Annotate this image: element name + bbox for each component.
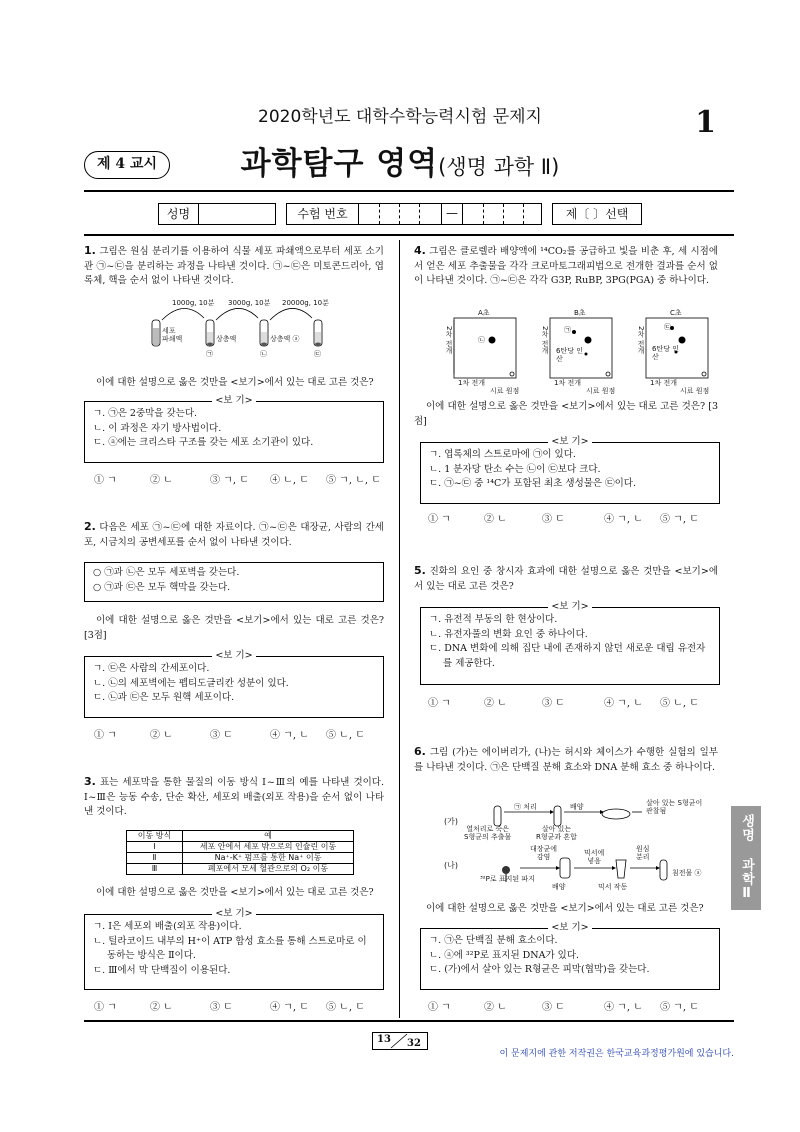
blend-label: 믹서에 넣음 — [584, 849, 605, 865]
choice-5[interactable]: ⑤ ㄴ, ㄷ — [660, 698, 699, 709]
bogi-item: ㄷ. ㉠~㉢ 중 ¹⁴C가 포함된 최초 생성물은 ㉢이다. — [429, 478, 637, 490]
bogi-item: ㄱ. 유전적 부동의 한 현상이다. — [429, 614, 558, 625]
choice-1[interactable]: ① ㄱ — [428, 514, 451, 525]
supernatant-2-label: 상층액 ⓐ — [270, 335, 300, 343]
supernatant-1-label: 상층액 — [216, 335, 237, 343]
axis-x-label: 1차 전개 — [650, 379, 677, 387]
bogi-item: ㄱ. Ⅰ은 세포외 배출(외포 작용)이다. — [93, 921, 242, 932]
origin-label: 시료 원점 — [680, 387, 710, 395]
pellet-label: 침전물 ⓐ — [672, 869, 702, 877]
r-strain-label: 살아 있는 R형균과 혼합 — [536, 825, 577, 841]
question-2-facts — [84, 562, 384, 602]
period-badge: 제 4 교시 — [84, 151, 170, 179]
question-3-ask: 이에 대한 설명으로 옳은 것만을 <보기>에서 있는 대로 고른 것은? — [96, 887, 374, 898]
question-5 — [414, 562, 718, 594]
question-1-ask: 이에 대한 설명으로 옳은 것만을 <보기>에서 있는 대로 고른 것은? — [96, 377, 374, 388]
bogi-item: ㄱ. 엽록체의 스트로마에 ㉠이 있다. — [429, 449, 576, 460]
question-5-bogi — [420, 601, 720, 685]
footer-rule — [84, 1020, 734, 1022]
question-text: 다음은 세포 ㉠~㉢에 대한 자료이다. ㉠~㉢은 대장균, 사람의 간세포, 시금치의 공변세포를 순서 없이 나타낸 것이다. — [84, 522, 384, 548]
question-number: 5. — [414, 564, 426, 577]
origin-label: 시료 원점 — [490, 387, 520, 395]
centrifuge-figure — [140, 298, 340, 362]
table-cell: Ⅲ — [127, 864, 183, 875]
question-6-bogi — [420, 922, 720, 990]
question-3 — [84, 773, 384, 820]
choice-4[interactable]: ④ ㄱ, ㄴ — [604, 1002, 643, 1013]
choice-2[interactable]: ② ㄴ — [484, 514, 507, 525]
page-total: 32 — [407, 1038, 421, 1049]
copyright-notice: 이 문제지에 관한 저작권은 한국교육과정평가원에 있습니다. — [499, 1049, 734, 1059]
bogi-item: ㄱ. ㉢은 사람의 간세포이다. — [93, 663, 210, 674]
axis-x-label: 1차 전개 — [554, 379, 581, 387]
origin-label: 시료 원점 — [586, 387, 616, 395]
transport-table — [126, 830, 354, 875]
question-text: 그림은 원심 분리기를 이용하여 식물 세포 파쇄액으로부터 세포 소기관 ㉠~㉢을 분리하는 과정을 나타낸 것이다. ㉠~㉢은 미토콘드리아, 엽록체, 핵을 순서 없이 나타낸 것이다. — [84, 246, 384, 287]
choice-box[interactable]: 제〔 〕선택 — [552, 203, 642, 225]
section-title — [0, 140, 800, 188]
choice-4[interactable]: ④ ㄱ, ㄴ — [604, 698, 643, 709]
spot-label: ㉠ — [564, 326, 571, 334]
choice-2[interactable]: ② ㄴ — [150, 730, 173, 741]
choice-1[interactable]: ① ㄱ — [428, 1002, 451, 1013]
axis-y-label: 2차 전개 — [541, 326, 549, 354]
fact-item: ○ ㉠과 ㉢은 모두 핵막을 갖는다. — [93, 581, 231, 593]
choice-2[interactable]: ② ㄴ — [484, 1002, 507, 1013]
step-2-label: 3000g, 10분 — [228, 299, 271, 307]
question-4-bogi — [420, 436, 720, 504]
table-header: 이동 방식 — [127, 831, 183, 842]
axis-x-label: 1차 전개 — [458, 379, 485, 387]
infect-label: 대장균에 감염 — [530, 845, 558, 861]
table-cell: 폐포에서 모세 혈관으로의 O₂ 이동 — [183, 864, 354, 875]
table-row — [127, 842, 354, 853]
choice-1[interactable]: ① ㄱ — [94, 1002, 117, 1013]
step-3-label: 20000g, 10분 — [282, 299, 329, 307]
question-number: 3. — [84, 775, 96, 788]
lysate-label: 세포 파쇄액 — [162, 327, 183, 343]
s-strain-extract-label: 열처리로 죽은 S형균의 추출물 — [464, 825, 512, 841]
chromatography-figure — [424, 308, 714, 394]
question-text: 그림은 클로렐라 배양액에 ¹⁴CO₂를 공급하고 빛을 비춘 후, 세 시점에서 얻은 세포 추출물을 각각 크로마토그래피법으로 전개한 결과를 순서 없이 나타낸 것이다. ㉠~㉢은 각각 G3P, RuBP, 3PG(PGA) 중 하나이다. — [414, 246, 718, 287]
pellet-2-label: ㉡ — [260, 350, 267, 358]
exam-title: 2020학년도 대학수학능력시험 문제지 — [258, 107, 542, 127]
choice-5[interactable]: ⑤ ㄴ, ㄷ — [326, 1002, 365, 1013]
step-1-label: 1000g, 10분 — [172, 299, 215, 307]
choice-2[interactable]: ② ㄴ — [150, 475, 173, 486]
experiment-a-label: (가) — [444, 817, 458, 826]
table-row — [127, 853, 354, 864]
bogi-item: ㄴ. ㉡의 세포벽에는 펩티도글리칸 성분이 있다. — [93, 677, 289, 689]
question-number: 2. — [84, 520, 96, 533]
culture-label: 배양 — [552, 883, 566, 891]
question-2 — [84, 518, 384, 550]
choice-1[interactable]: ① ㄱ — [94, 475, 117, 486]
choice-3[interactable]: ③ ㄷ — [210, 1002, 233, 1013]
exam-number-dash: — — [441, 204, 463, 224]
bogi-item: ㄷ. ㉡과 ㉢은 모두 원핵 세포이다. — [93, 692, 235, 704]
section-sub: (생명 과학 Ⅱ) — [438, 155, 560, 179]
choice-3[interactable]: ③ ㄱ, ㄷ — [210, 475, 249, 486]
choice-3[interactable]: ③ ㄷ — [542, 514, 565, 525]
centrifuge-label: 원심 분리 — [636, 845, 650, 861]
subject-side-tab: 생명 과학Ⅱ — [731, 806, 761, 910]
bogi-title: <보 기> — [212, 395, 255, 406]
spot-label: ㉢ — [664, 323, 671, 331]
bogi-item: ㄴ. 이 과정은 자기 방사법이다. — [93, 422, 222, 434]
treat-label: ㉠ 처리 — [514, 803, 537, 811]
choice-5[interactable]: ⑤ ㄴ, ㄷ — [326, 730, 365, 741]
question-3-bogi — [84, 908, 384, 990]
pellet-3-label: ㉢ — [314, 350, 321, 358]
result-label: 살아 있는 S형균이 관찰됨 — [646, 799, 703, 815]
bogi-title: <보 기> — [212, 908, 255, 919]
question-text: 그림 (가)는 에이버리가, (나)는 허시와 체이스가 수행한 실험의 일부를 나타낸 것이다. ㉠은 단백질 분해 효소와 DNA 분해 효소 중 하나이다. — [414, 747, 718, 773]
bogi-item: ㄷ. Ⅲ에서 막 단백질이 이용된다. — [93, 965, 231, 977]
question-2-ask: 이에 대한 설명으로 옳은 것만을 <보기>에서 있는 대로 고른 것은? [3점] — [84, 615, 384, 641]
question-text: 진화의 요인 중 창시자 효과에 대한 설명으로 옳은 것만을 <보기>에서 있는 대로 고른 것은? — [414, 566, 718, 592]
bogi-item: ㄱ. ㉠은 단백질 분해 효소이다. — [429, 935, 558, 946]
bogi-title: <보 기> — [548, 436, 591, 447]
mixer-label: 믹서 작동 — [598, 883, 628, 891]
culture-label: 배양 — [570, 803, 584, 811]
page-mark: 1 — [695, 105, 716, 140]
question-4 — [414, 242, 718, 289]
column-divider — [399, 240, 400, 1018]
bogi-title: <보 기> — [212, 650, 255, 661]
question-number: 1. — [84, 244, 96, 257]
bogi-item: ㄷ. DNA 변화에 의해 집단 내에 존재하지 않던 새로운 대립 유전자를 제공한다. — [429, 643, 706, 670]
experiment-figure — [420, 800, 720, 892]
choice-4[interactable]: ④ ㄴ, ㄷ — [270, 475, 309, 486]
exam-number-box[interactable] — [286, 203, 542, 225]
question-number: 4. — [414, 244, 426, 257]
choice-1[interactable]: ① ㄱ — [428, 698, 451, 709]
question-6-ask: 이에 대한 설명으로 옳은 것만을 <보기>에서 있는 대로 고른 것은? — [426, 903, 704, 914]
bogi-item: ㄴ. 1 분자당 탄소 수는 ㉡이 ㉢보다 크다. — [429, 463, 601, 475]
exam-number-label: 수험 번호 — [287, 204, 359, 224]
bogi-item: ㄴ. ⓐ에 ³²P로 표지된 DNA가 있다. — [429, 949, 580, 961]
question-4-ask: 이에 대한 설명으로 옳은 것만을 <보기>에서 있는 대로 고른 것은? [3점] — [414, 401, 718, 427]
choice-4[interactable]: ④ ㄱ, ㄴ — [270, 730, 309, 741]
question-1 — [84, 242, 384, 289]
header-rule — [84, 190, 734, 192]
table-cell: Ⅰ — [127, 842, 183, 853]
pellet-1-label: ㉠ — [206, 350, 213, 358]
bogi-title: <보 기> — [548, 601, 591, 612]
bogi-item: ㄷ. ⓐ에는 크리스타 구조를 갖는 세포 소기관이 있다. — [93, 437, 314, 449]
table-row — [127, 864, 354, 875]
sugar-phosphate-label: 6탄당 인산 — [652, 345, 679, 361]
spot-label: ㉡ — [478, 336, 485, 344]
table-cell: 세포 안에서 세포 밖으로의 인슐린 이동 — [183, 842, 354, 853]
question-2-bogi — [84, 650, 384, 718]
table-cell: Ⅱ — [127, 853, 183, 864]
table-header: 예 — [183, 831, 354, 842]
experiment-b-label: (나) — [444, 861, 458, 870]
panel-c-label: C초 — [670, 309, 682, 317]
question-number: 6. — [414, 745, 426, 758]
choice-5[interactable]: ⑤ ㄱ, ㄷ — [660, 514, 699, 525]
axis-y-label: 2차 전개 — [445, 326, 453, 354]
question-text: 표는 세포막을 통한 물질의 이동 방식 Ⅰ~Ⅲ의 예를 나타낸 것이다. Ⅰ~Ⅲ은 능동 수송, 단순 확산, 세포외 배출(외포 작용)을 순서 없이 나타낸 것이다. — [84, 777, 384, 818]
name-box[interactable] — [158, 203, 276, 225]
choice-5[interactable]: ⑤ ㄱ, ㄴ, ㄷ — [326, 475, 381, 486]
page-current: 13 — [377, 1034, 391, 1045]
bogi-title: <보 기> — [548, 922, 591, 933]
info-rule — [84, 234, 734, 236]
panel-b-label: B초 — [574, 309, 586, 317]
bogi-item: ㄴ. 틸라코이드 내부의 H⁺이 ATP 합성 효소를 통해 스트로마로 이동하는 방식은 Ⅱ이다. — [93, 935, 367, 962]
choice-1[interactable]: ① ㄱ — [94, 730, 117, 741]
table-cell: Na⁺-K⁺ 펌프를 통한 Na⁺ 이동 — [183, 853, 354, 864]
axis-y-label: 2차 전개 — [637, 326, 645, 354]
choice-3[interactable]: ③ ㄷ — [210, 730, 233, 741]
fact-item: ○ ㉠과 ㉡은 모두 세포벽을 갖는다. — [93, 567, 240, 578]
choice-4[interactable]: ④ ㄱ, ㄷ — [270, 1002, 309, 1013]
choice-3[interactable]: ③ ㄷ — [542, 698, 565, 709]
choice-3[interactable]: ③ ㄷ — [542, 1002, 565, 1013]
choice-4[interactable]: ④ ㄱ, ㄴ — [604, 514, 643, 525]
question-1-bogi — [84, 395, 384, 463]
question-6 — [414, 743, 718, 775]
section-main: 과학탐구 영역 — [240, 146, 439, 182]
bogi-item: ㄷ. (가)에서 살아 있는 R형균은 피막(협막)을 갖는다. — [429, 964, 650, 976]
choice-2[interactable]: ② ㄴ — [150, 1002, 173, 1013]
phage-label: ³²P로 표지된 파지 — [480, 875, 535, 883]
bogi-item: ㄴ. 유전자풀의 변화 요인 중 하나이다. — [429, 628, 588, 640]
choice-2[interactable]: ② ㄴ — [484, 698, 507, 709]
page-indicator — [372, 1032, 428, 1050]
name-label: 성명 — [159, 204, 199, 224]
bogi-item: ㄱ. ㉠은 2중막을 갖는다. — [93, 408, 198, 419]
sugar-phosphate-label: 6탄당 인산 — [556, 347, 583, 363]
choice-5[interactable]: ⑤ ㄱ, ㄷ — [660, 1002, 699, 1013]
panel-a-label: A초 — [478, 309, 490, 317]
